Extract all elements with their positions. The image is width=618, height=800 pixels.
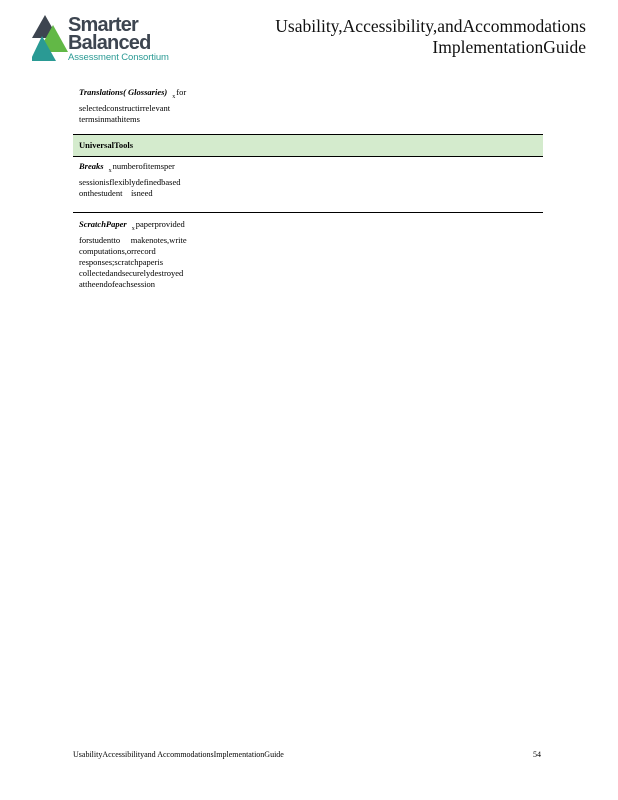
section-header-row [73,135,543,157]
smarter-balanced-logo [32,14,182,64]
guide-title [275,16,586,58]
cell-text: forstudentto makenotes,write [79,234,187,245]
table-cell [79,87,209,125]
bullet-marker: x [172,93,176,100]
table-row [73,84,543,135]
cell-text: paperprovided [135,219,185,229]
guide-title-line1: Usability,Accessibility,andAccommodations [275,16,586,36]
page-number: 54 [533,750,541,759]
tools-table [73,84,543,298]
cell-line [79,87,209,103]
cell-text: sessionisflexiblydefinedbased [79,176,181,187]
term-label: ScratchPaper [79,219,127,229]
table-row [73,157,543,213]
term-label: Breaks [79,161,104,171]
cell-text: numberofitemsper [112,161,175,171]
cell-text: responses;scratchpaperis [79,256,164,267]
cell-text: onthestudent ísneed [79,187,153,198]
bullet-marker: x [108,167,112,174]
cell-text: selectedconstructirrelevant [79,102,171,113]
cell-text: termsinmathitems [79,113,140,124]
smarter-balanced-logo-icon [32,14,72,62]
bullet-marker: x [131,225,135,232]
cell-text: attheendofeachsession [79,278,155,289]
cell-line [79,161,209,177]
table-cell [79,219,209,290]
cell-text: collectedandsecurelydestroyed [79,267,184,278]
logo-text-balanced: Balanced [68,32,151,54]
cell-line [79,219,209,235]
cell-text: computations,orrecord [79,245,156,256]
logo-text-smarter: Smarter [68,14,138,36]
term-label: Translations( Glossaries) [79,87,168,97]
footer-guide-title: UsabilityAccessibilityand AccommodationsImplementationGuide [73,750,284,759]
table-cell [79,161,209,199]
logo-text-consortium: Assessment Consortium [68,52,169,63]
guide-title-line2: ImplementationGuide [432,37,586,57]
cell-text: for [176,87,187,97]
section-header-label: UniversalTools [79,140,134,150]
table-row [73,213,543,298]
